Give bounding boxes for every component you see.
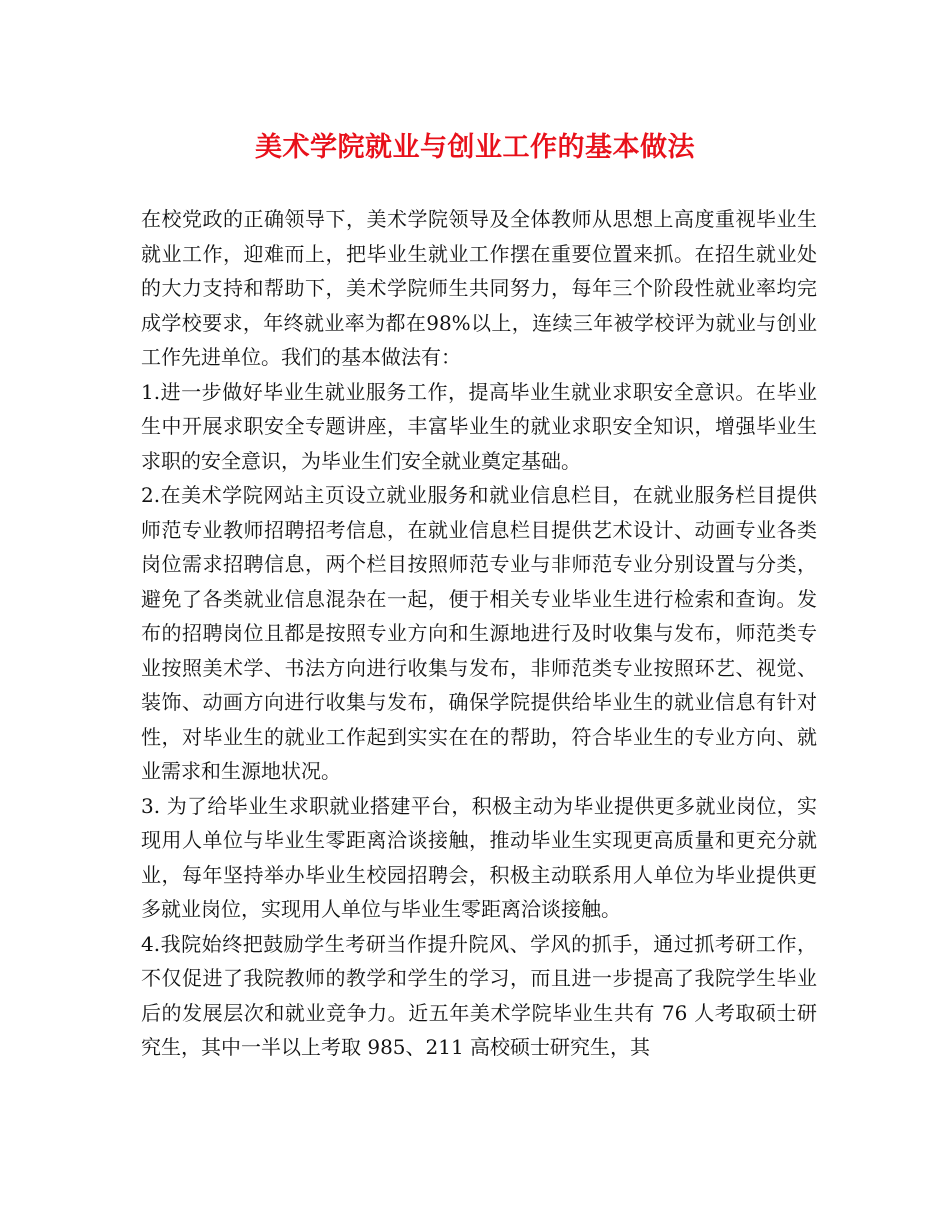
paragraph-item-3: 3. 为了给毕业生求职就业搭建平台，积极主动为毕业提供更多就业岗位，实现用人单位与毕业生零距离洽谈接触，推动毕业生实现更高质量和更充分就业，每年坚持举办毕业生校园招聘会，积极主动联系用人单位为毕业提供更多就业岗位，实现用人单位与毕业生零距离洽谈接触。 (141, 793, 817, 921)
paragraph-item-2: 2.在美术学院网站主页设立就业服务和就业信息栏目，在就业服务栏目提供师范专业教师招聘招考信息，在就业信息栏目提供艺术设计、动画专业各类岗位需求招聘信息，两个栏目按照师范专业与非师范专业分别设置与分类，避免了各类就业信息混杂在一起，便于相关专业毕业生进行检索和查询。发布的招聘岗位且都是按照专业方向和生源地进行及时收集与发布，师范类专业按照美术学、书法方向进行收集与发布，非师范类专业按照环艺、视觉、装饰、动画方向进行收集与发布，确保学院提供给毕业生的就业信息有针对性，对毕业生的就业工作起到实实在在的帮助，符合毕业生的专业方向、就业需求和生源地状况。 (141, 483, 817, 783)
document-title: 美术学院就业与创业工作的基本做法 (255, 132, 695, 163)
paragraph-intro: 在校党政的正确领导下，美术学院领导及全体教师从思想上高度重视毕业生就业工作，迎难而上，把毕业生就业工作摆在重要位置来抓。在招生就业处的大力支持和帮助下，美术学院师生共同努力，每年三个阶段性就业率均完成学校要求，年终就业率为都在98%以上，连续三年被学校评为就业与创业工作先进单位。我们的基本做法有： (141, 207, 817, 369)
document-body (141, 202, 817, 1065)
paragraph-item-4: 4.我院始终把鼓励学生考研当作提升院风、学风的抓手，通过抓考研工作，不仅促进了我院教师的教学和学生的学习，而且进一步提高了我院学生毕业后的发展层次和就业竞争力。近五年美术学院毕业生共有 76 人考取硕士研究生，其中一半以上考取 985、211 高校硕士研究生，其 (141, 931, 817, 1059)
paragraph-item-1: 1.进一步做好毕业生就业服务工作，提高毕业生就业求职安全意识。在毕业生中开展求职安全专题讲座，丰富毕业生的就业求职安全知识，增强毕业生求职的安全意识，为毕业生们安全就业奠定基础。 (141, 379, 817, 473)
